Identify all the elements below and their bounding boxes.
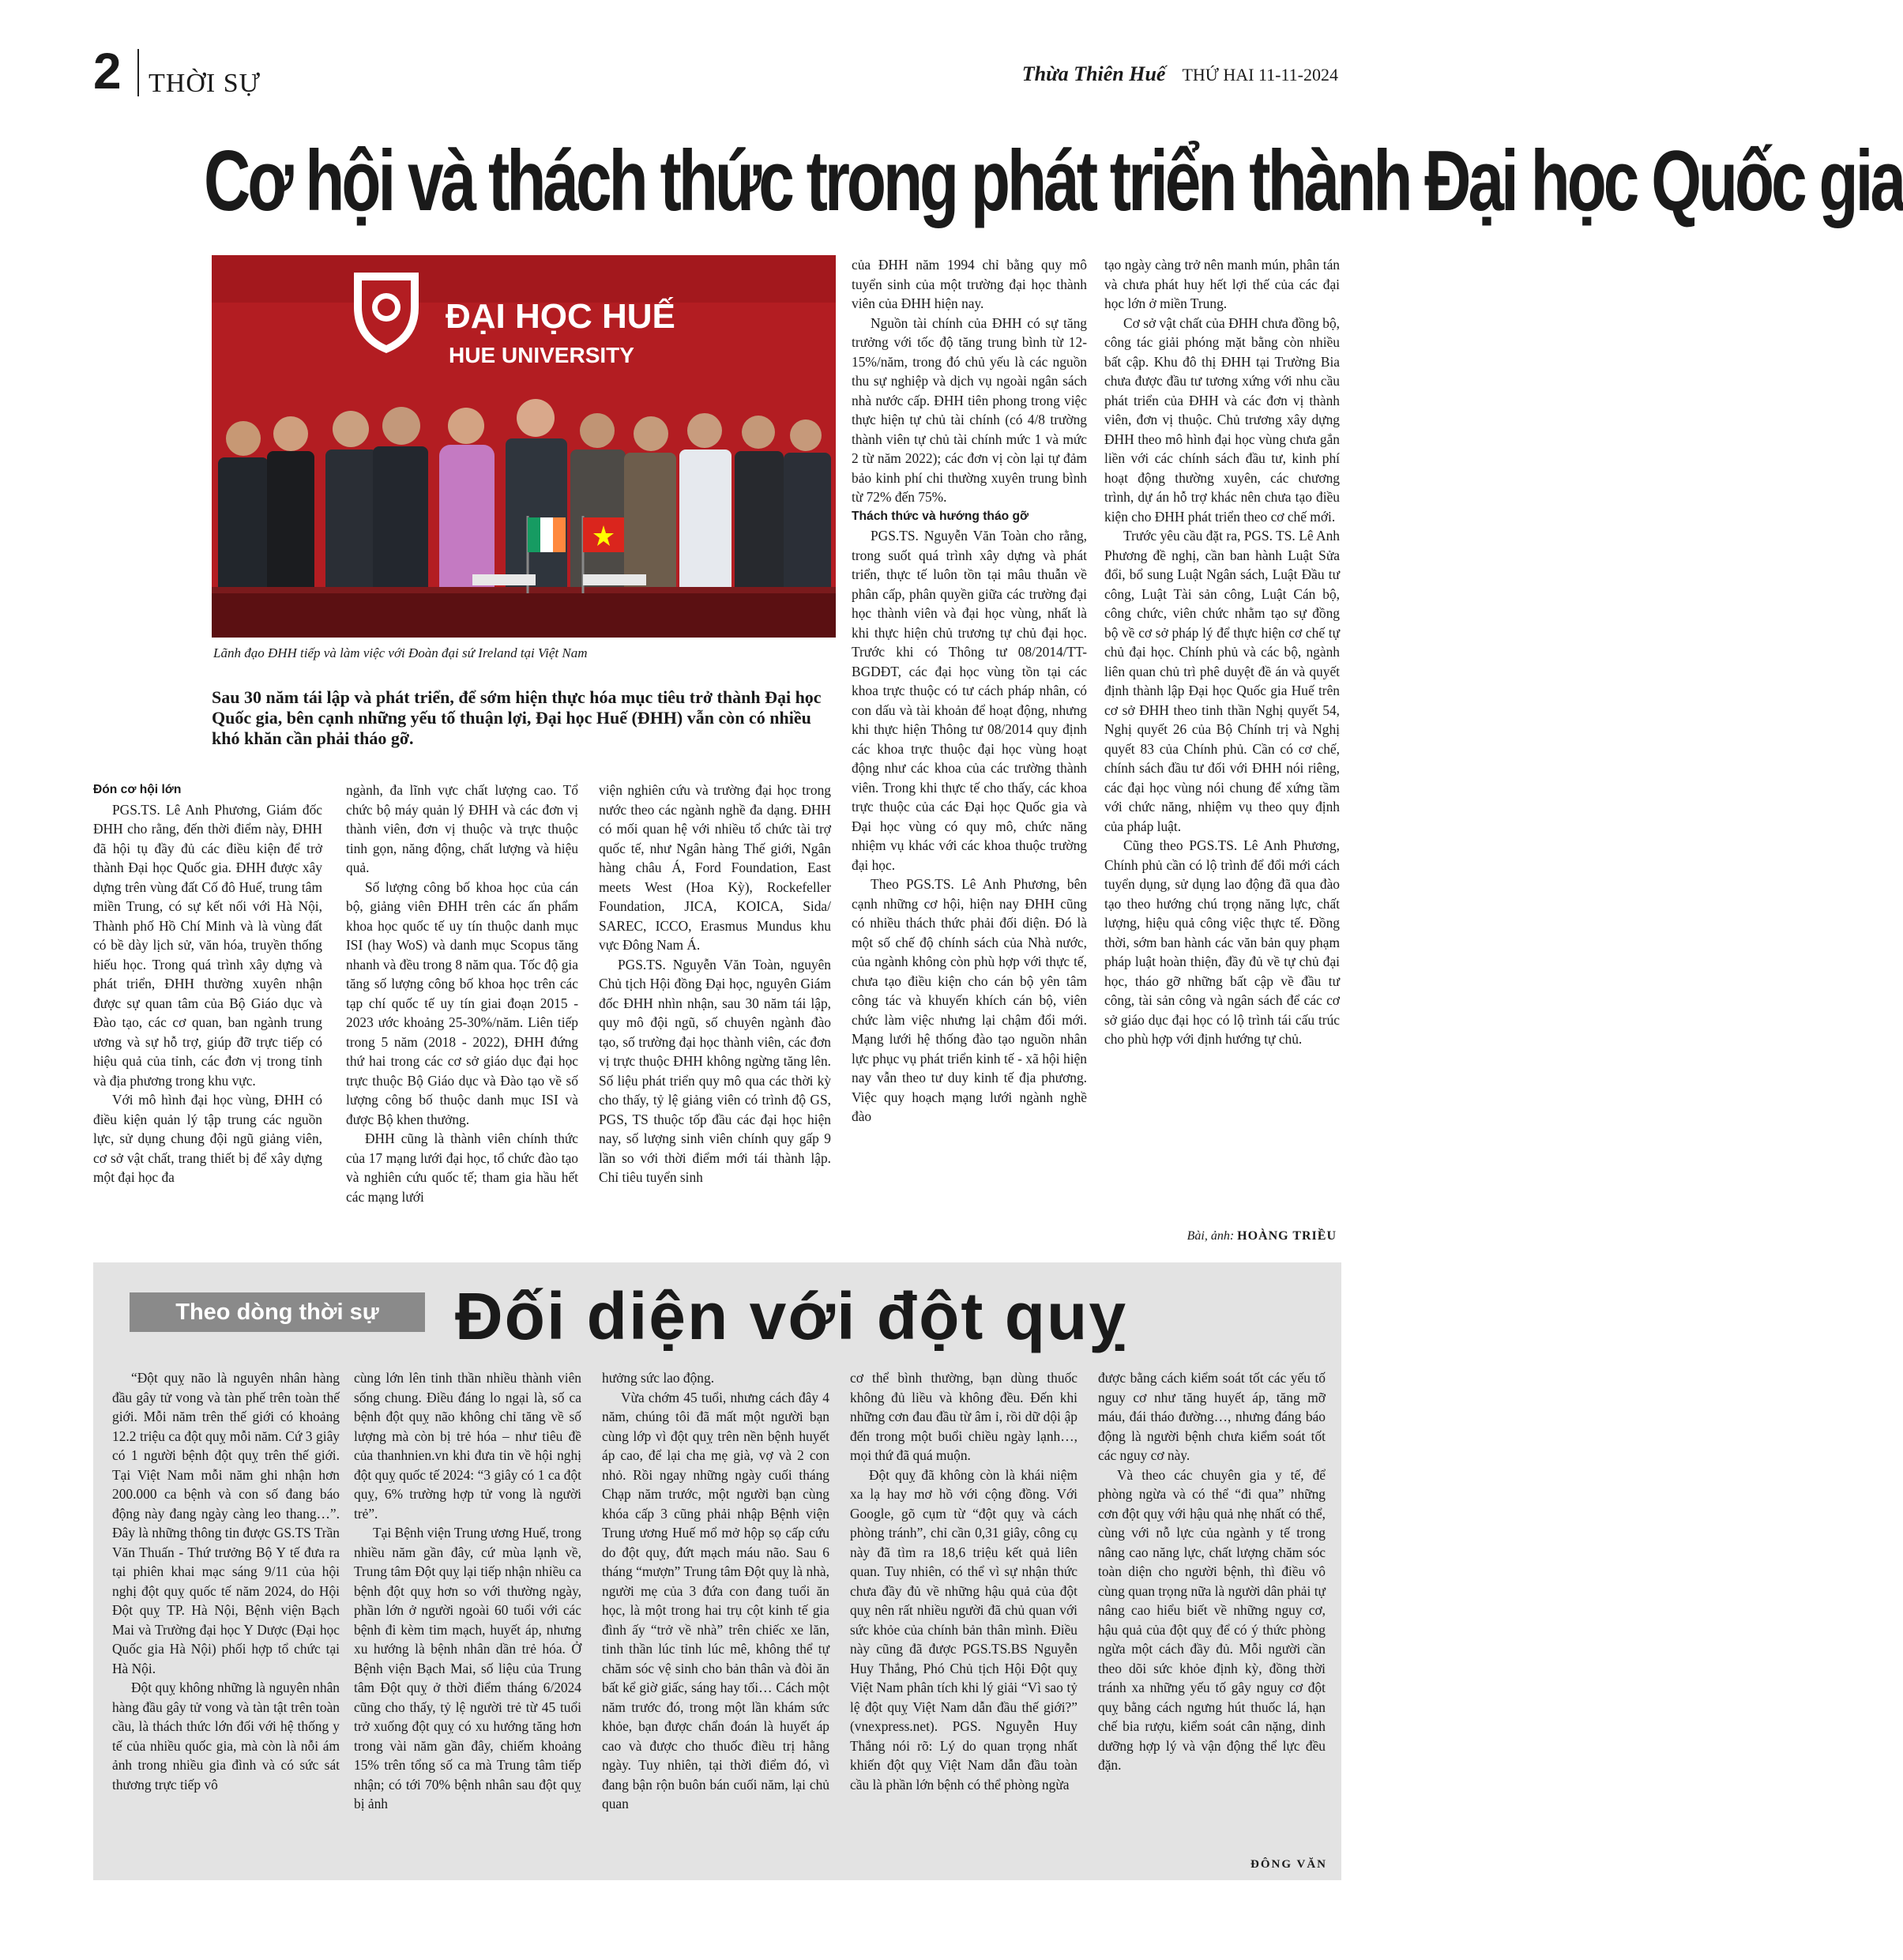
paragraph: Và theo các chuyên gia y tế, để phòng ngừa và có thể “đi qua” những cơn đột quỵ với hậu quả nhẹ nhất có thể, cùng với nỗ lực của ngành y tế trong nâng cao năng lực, chất lượng chăm sóc toàn diện cho người bệnh, thì điều vô cùng quan trọng nữa là người dân phải tự nâng cao hiểu biết về những nguy cơ, hậu quả của đột quỵ để có ý thức phòng ngừa một cách đầy đủ. Mỗi người cần theo dõi sức khỏe định kỳ, đồng thời tránh xa những yếu tố gây nguy cơ đột quỵ bằng cách ngưng hút thuốc lá, hạn chế bia rượu, kiểm soát cân nặng, dinh dưỡng hợp lý và vận động thể lực đều đặn. — [1098, 1466, 1326, 1773]
article2-column-1 — [112, 1368, 340, 1794]
paragraph: Tại Bệnh viện Trung ương Huế, trong nhiều năm gần đây, cứ mùa lạnh về, Trung tâm Đột quỵ lại tiếp nhận nhiều ca bệnh đột quỵ hơn so với thường ngày, phần lớn ở người ngoài 60 tuổi với các bệnh đi kèm tim mạch, huyết áp, nhưng xu hướng là bệnh nhân dần trẻ hóa. Ở Bệnh viện Bạch Mai, số liệu của Trung tâm Đột quỵ ở thời điểm tháng 6/2024 cũng cho thấy, tỷ lệ người trẻ từ 45 tuổi trở xuống đột quỵ có xu hướng tăng hơn trong vài năm gần đây, chiếm khoảng 15% trên tổng số ca mà Trung tâm tiếp nhận; có tới 70% bệnh nhân sau đột quỵ bị ảnh — [354, 1525, 581, 1811]
article-photo — [212, 255, 836, 638]
article-byline — [1187, 1228, 1337, 1245]
paragraph: PGS.TS. Nguyễn Văn Toàn, nguyên Chủ tịch Hội đồng Đại học, nguyên Giám đốc ĐHH nhìn nhận, sau 30 năm tái lập, quy mô đội ngũ, số chuyên ngành đào tạo, số trường đại học thành viên, các đơn vị trực thuộc ĐHH không ngừng tăng lên. Số liệu phát triển quy mô qua các thời kỳ cho thấy, tỷ lệ giảng viên có trình độ GS, PGS, TS thuộc tốp đầu các đại học hiện nay, số lượng sinh viên chính quy gấp 9 lần so với thời điểm mới tái thành lập. Chỉ tiêu tuyển sinh — [599, 956, 831, 1185]
issue-date: THỨ HAI 11-11-2024 — [1182, 65, 1338, 85]
paper-name: Thừa Thiên Huế — [1021, 62, 1166, 85]
section-title: THỜI SỰ — [149, 69, 261, 98]
header-divider — [137, 49, 139, 96]
article2-column-3 — [602, 1368, 829, 1814]
article-column-5 — [1104, 255, 1340, 1049]
paragraph: ngành, đa lĩnh vực chất lượng cao. Tổ chức bộ máy quản lý ĐHH và các đơn vị thành viên, đơn vị thuộc và trực thuộc tinh gọn, năng động, chất lượng và hiệu quả. — [346, 782, 578, 875]
paragraph: Cũng theo PGS.TS. Lê Anh Phương, Chính phủ cần có lộ trình để đổi mới cách tuyển dụng, sử dụng lao động đã qua đào tạo theo hướng chú trọng năng lực, chất lượng, hiệu quả công việc thực tế. Đồng thời, sớm ban hành các văn bản quy phạm pháp luật hoàn thiện, đầy đủ về tự chủ đại học, tháo gỡ những bất cập về đầu tư công, tài sản công và ngân sách để các cơ sở giáo dục đại học có lộ trình tái cấu trúc cho phù hợp với định hướng tự chủ. — [1104, 837, 1340, 1047]
article2-column-2 — [354, 1368, 581, 1814]
paragraph: ĐHH cũng là thành viên chính thức của 17 mạng lưới đại học, tổ chức đào tạo và nghiên cứu quốc tế; tham gia hầu hết các mạng lưới — [346, 1130, 578, 1205]
article-headline: Cơ hội và thách thức trong phát triển thành Đại học Quốc gia — [204, 134, 1903, 229]
paragraph: Theo PGS.TS. Lê Anh Phương, bên cạnh những cơ hội, hiện nay ĐHH cũng có nhiều thách thức phải đối diện. Đó là một số chế độ chính sách của Nhà nước, của ngành không còn phù hợp với thực tế, chưa tạo điều kiện cho cán bộ yên tâm công tác và khuyến khích cán bộ, viên chức làm việc nhưng lại chậm đổi mới. Mạng lưới hệ thống đào tạo nguồn nhân lực phục vụ phát triển kinh tế - xã hội hiện nay vẫn theo tư duy kinh tế địa phương. Việc quy hoạch mạng lưới ngành nghề đào — [852, 876, 1087, 1124]
article2-column-4 — [850, 1368, 1077, 1794]
article-column-2 — [346, 781, 578, 1206]
masthead — [1022, 63, 1338, 87]
paragraph: Vừa chớm 45 tuổi, nhưng cách đây 4 năm, chúng tôi đã mất một người bạn cùng lớp vì đột quỵ trên nền bệnh huyết áp cao, để lại cha mẹ già, vợ và 2 con nhỏ. Rồi ngay những ngày cuối tháng Chạp năm trước, một người bạn cùng khóa cấp 3 cũng phải nhập Bệnh viện Trung ương Huế mổ mở hộp sọ cấp cứu do đột quỵ, đứt mạch máu não. Sau 6 tháng “mượn” Trung tâm Đột quỵ là nhà, người mẹ của 3 đứa con đang tuổi ăn học, là một trong hai trụ cột kinh tế gia đình ấy “trở về nhà” trên chiếc xe lăn, tinh thần lúc tỉnh lúc mê, không thể tự chăm sóc vệ sinh cho bản thân và đòi ăn bất kể giờ giấc, sáng hay tối… Cách một năm trước đó, trong một lần khám sức khỏe, bạn được chẩn đoán là huyết áp cao và được cho thuốc điều trị hằng ngày. Tuy nhiên, tại thời điểm đó, vì đang bận rộn buôn bán cuối năm, lại chủ quan — [602, 1389, 829, 1811]
column-tag: Theo dòng thời sự — [130, 1292, 425, 1332]
sign-name-en: HUE UNIVERSITY — [449, 343, 634, 367]
sign-name: ĐẠI HỌC HUẾ — [446, 297, 675, 336]
subheading: Đón cơ hội lớn — [93, 783, 182, 796]
paragraph: Đột quỵ không những là nguyên nhân hàng đầu gây tử vong và tàn tật trên toàn cầu, là thách thức lớn đối với hệ thống y tế của nhiều quốc gia, mà còn là nỗi ám ảnh trong nhiều gia đình và có sức sát thương trực tiếp vô — [112, 1680, 340, 1793]
paragraph: cùng lớn lên tinh thần nhiều thành viên sống chung. Điều đáng lo ngại là, số ca bệnh đột quỵ não không chỉ tăng về số lượng mà còn bị trẻ hóa – như tiêu đề của thanhnien.vn khi đưa tin về hội nghị đột quỵ quốc tế 2024: “3 giây có 1 ca đột quỵ, 6% trường hợp tử vong là người trẻ”. — [354, 1370, 581, 1522]
page-number: 2 — [93, 43, 122, 100]
article2-column-5 — [1098, 1368, 1326, 1775]
article-column-1 — [93, 781, 322, 1187]
paragraph: “Đột quỵ não là nguyên nhân hàng đầu gây tử vong và tàn phế trên toàn thế giới. Mỗi năm trên thế giới có khoảng 12.2 triệu ca đột quỵ mỗi năm. Cứ 3 giây có 1 người bệnh đột quỵ trên thế giới. Tại Việt Nam mỗi năm ghi nhận hơn 200.000 ca bệnh và con số đang báo động này đang ngày càng leo thang…”. Đây là những thông tin được GS.TS Trần Văn Thuấn - Thứ trưởng Bộ Y tế đưa ra tại phiên khai mạc sáng 9/11 của hội nghị đột quỵ quốc tế năm 2024, do Hội Đột quỵ TP. Hà Nội, Bệnh viện Bạch Mai và Trường đại học Y Dược (Đại học Quốc gia Hà Nội) phối hợp tổ chức tại Hà Nội. — [112, 1370, 340, 1676]
paragraph: Số lượng công bố khoa học của cán bộ, giảng viên ĐHH trên các ấn phẩm khoa học quốc tế uy tín thuộc danh mục ISI (hay WoS) và danh mục Scopus tăng nhanh và đều trong 8 năm qua. Tốc độ gia tăng số lượng công bố khoa học trên các tạp chí quốc tế uy tín giai đoạn 2015 - 2023 ước khoảng 25-30%/năm. Liên tiếp trong 5 năm (2018 - 2022), ĐHH đứng thứ hai trong các cơ sở giáo dục đại học trực thuộc Bộ Giáo dục và Đào tạo về số lượng công bố thuộc danh mục ISI và được Bộ khen thưởng. — [346, 878, 578, 1127]
paragraph: Cơ sở vật chất của ĐHH chưa đồng bộ, công tác giải phóng mặt bằng còn nhiều bất cập. Khu đô thị ĐHH tại Trường Bia chưa được đầu tư tương xứng với nhu cầu phát triển của ĐHH và các đơn vị thành viên, đơn vị thuộc. Chủ trương xây dựng ĐHH theo mô hình đại học vùng chưa gắn liền với các chính sách đầu tư, kinh phí hoạt động thường xuyên, các chương trình, dự án hỗ trợ khác nên chưa tạo điều kiện cho ĐHH phát triển theo cơ chế mới. — [1104, 314, 1340, 525]
paragraph: Với mô hình đại học vùng, ĐHH có điều kiện quản lý tập trung các nguồn lực, sử dụng chung đội ngũ giảng viên, cơ sở vật chất, trang thiết bị để xây dựng một đại học đa — [93, 1092, 322, 1185]
paragraph: được bằng cách kiểm soát tốt các yếu tố nguy cơ như tăng huyết áp, tăng mỡ máu, đái tháo đường…, nhưng đáng báo động là người bệnh chưa kiểm soát tốt các nguy cơ này. — [1098, 1370, 1326, 1463]
byline-label: Bài, ảnh: — [1187, 1229, 1235, 1243]
article2-byline: ĐÔNG VĂN — [1250, 1858, 1327, 1871]
paragraph: Nguồn tài chính của ĐHH có sự tăng trưởng với tốc độ tăng trung bình từ 12-15%/năm, trong đó chủ yếu là các nguồn thu sự nghiệp và dịch vụ ngoài ngân sách nhà nước cấp. ĐHH tiên phong trong việc thực hiện tự chủ tài chính (có 4/8 trường thành viên tự chủ tài chính mức 1 và mức 2 từ năm 2022); các đơn vị còn lại tự đảm bảo kinh phí chi thường xuyên trung bình từ 72% đến 75%. — [852, 314, 1087, 505]
subheading: Thách thức và hướng tháo gỡ — [852, 509, 1029, 523]
article-column-3 — [599, 781, 831, 1187]
paragraph: PGS.TS. Nguyễn Văn Toàn cho rằng, trong suốt quá trình xây dựng và phát triển, thực tế luôn tồn tại mâu thuẫn về phân cấp, phân quyền giữa các trường đại học thành viên và đại học vùng, nhất là khi thực hiện chủ trương tự chủ đại học. Trước khi có Thông tư 08/2014/TT-BGDĐT, các đại học vùng tồn tại các khoa trực thuộc có tư cách pháp nhân, có con dấu và tài khoản để hoạt động, nhưng khi thực hiện Thông tư 08/2014 quy định các khoa trực thuộc đại học vùng hoạt động như các khoa của các trường thành viên. Trong khi thực tế cho thấy, các khoa trực thuộc của các Đại học Quốc gia và Đại học vùng có quy mô, chức năng nhiệm vụ khác với các khoa thuộc trường đại học. — [852, 528, 1087, 873]
byline-author: HOÀNG TRIỀU — [1237, 1229, 1337, 1243]
article-column-4 — [852, 255, 1087, 1127]
article-lead: Sau 30 năm tái lập và phát triển, để sớm hiện thực hóa mục tiêu trở thành Đại học Quốc gia, bên cạnh những yếu tố thuận lợi, Đại học Huế (ĐHH) vẫn còn có nhiều khó khăn cần phải tháo gỡ. — [212, 687, 822, 748]
paragraph: của ĐHH năm 1994 chỉ bằng quy mô tuyển sinh của một trường đại học thành viên của ĐHH hiện nay. — [852, 257, 1087, 311]
paragraph: hưởng sức lao động. — [602, 1370, 715, 1386]
paragraph: cơ thể bình thường, bạn dùng thuốc không đủ liều và không đều. Đến khi những cơn đau đầu từ âm ỉ, rồi dữ dội ập đến trong một buổi chiều ngày lạnh…, mọi thứ đã quá muộn. — [850, 1370, 1077, 1463]
paragraph: Đột quỵ đã không còn là khái niệm xa lạ hay mơ hồ với cộng đồng. Với Google, gõ cụm từ “đột quỵ và cách phòng tránh”, chỉ cần 0,31 giây, công cụ này đã tìm ra 18,6 triệu kết quả liên quan. Tuy nhiên, có thể vì sự nhận thức chưa đầy đủ về những hậu quả của đột quỵ nên rất nhiều người đã chủ quan với sức khỏe của chính bản thân mình. Điều này cũng đã được PGS.TS.BS Nguyễn Huy Thắng, Phó Chủ tịch Hội Đột quỵ Việt Nam phân tích khi lý giải “Vì sao tỷ lệ đột quỵ Việt Nam dẫn đầu thế giới?” (vnexpress.net). PGS. Nguyễn Huy Thắng nói rõ: Lý do quan trọng nhất khiến đột quỵ Việt Nam dẫn đầu toàn cầu là phần lớn bệnh có thể phòng ngừa — [850, 1466, 1077, 1793]
article2-headline: Đối diện với đột quỵ — [455, 1279, 1128, 1353]
paragraph: viện nghiên cứu và trường đại học trong nước theo các ngành nghề đa dạng. ĐHH có mối quan hệ với nhiều tổ chức tài trợ quốc tế, như Ngân hàng Thế giới, Ngân hàng châu Á, Ford Foundation, East meets West (Hoa Kỳ), Rockefeller Foundation, JICA, KOICA, Sida/ SAREC, ICCO, Erasmus Mundus khu vực Đông Nam Á. — [599, 782, 831, 953]
photo-caption: Lãnh đạo ĐHH tiếp và làm việc với Đoàn đại sứ Ireland tại Việt Nam — [213, 645, 588, 660]
paragraph: tạo ngày càng trở nên manh mún, phân tán và chưa phát huy hết lợi thế của các đại học lớn ở miền Trung. — [1104, 257, 1340, 311]
paragraph: PGS.TS. Lê Anh Phương, Giám đốc ĐHH cho rằng, đến thời điểm này, ĐHH đã hội tụ đầy đủ các điều kiện để trở thành Đại học Quốc gia. ĐHH được xây dựng trên vùng đất Cố đô Huế, trung tâm miền Trung, có sự kết nối với Hà Nội, Thành phố Hồ Chí Minh và là vùng đất có bề dày lịch sử, văn hóa, truyền thống hiếu học. Trong quá trình xây dựng và phát triển, ĐHH thường xuyên nhận được sự quan tâm của Bộ Giáo dục và Đào tạo, các cơ quan, ban ngành trung ương và sự hỗ trợ, giúp đỡ trực tiếp có hiệu quả của tỉnh, các đơn vị trong tỉnh và địa phương trong khu vực. — [93, 801, 322, 1089]
paragraph: Trước yêu cầu đặt ra, PGS. TS. Lê Anh Phương đề nghị, cần ban hành Luật Sửa đổi, bổ sung Luật Ngân sách, Luật Đầu tư công, Luật Tài sản công, Luật Cán bộ, công chức, viên chức nhằm tạo sự đồng bộ về cơ sở pháp lý để thực hiện cơ chế tự chủ đại học. Chính phủ và các bộ, ngành liên quan chủ trì phê duyệt đề án và quyết định thành lập Đại học Quốc gia Huế trên cơ sở ĐHH theo tinh thần Nghị quyết 54, Nghị quyết 26 của Bộ Chính trị và Nghị quyết 83 của Chính phủ. Cần có cơ chế, chính sách đầu tư đối với ĐHH nói riêng, các đại học vùng nói chung để xứng tầm với chức năng, nhiệm vụ theo quy định của pháp luật. — [1104, 528, 1340, 834]
